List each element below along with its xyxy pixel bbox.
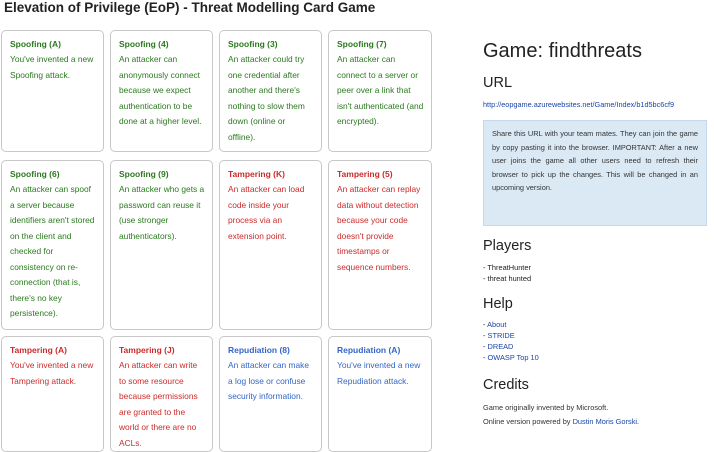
card-text: An attacker can spoof a server because identifiers aren't stored on the client and checked for consistency on re-connection (that is, there's no key persistence).: [10, 184, 95, 318]
card-text: An attacker can connect to a server or peer over a link that isn't authenticated (and encrypted).: [337, 54, 424, 126]
list-dash: -: [483, 331, 488, 340]
card-title: Spoofing (9): [119, 169, 169, 179]
card-title: Repudiation (A): [337, 345, 401, 355]
list-dash: -: [483, 320, 488, 329]
card-text: You've invented a new Repudiation attack.: [337, 360, 421, 386]
threat-card[interactable]: [1, 160, 104, 330]
help-link-owasp-top-10[interactable]: OWASP Top 10: [487, 353, 539, 362]
threat-card[interactable]: [1, 30, 104, 152]
credits-heading: Credits: [483, 377, 529, 393]
game-title: Game: findthreats: [483, 40, 642, 62]
threat-card[interactable]: [328, 30, 432, 152]
list-dash: -: [483, 342, 488, 351]
url-heading: URL: [483, 75, 513, 91]
threat-card[interactable]: [110, 30, 213, 152]
author-link[interactable]: Dustin Moris Gorski: [572, 417, 638, 426]
card-text: An attacker could try one credential after another and there's nothing to slow them down (online or offline).: [228, 54, 305, 142]
credits-suffix: .: [637, 417, 640, 426]
threat-card[interactable]: [328, 336, 432, 452]
card-text: You've invented a new Tampering attack.: [10, 360, 94, 386]
help-link-about[interactable]: About: [487, 320, 507, 329]
help-heading: Help: [483, 296, 513, 312]
game-info-panel: [481, 0, 714, 448]
card-text: An attacker can load code inside your process via an extension point.: [228, 184, 305, 241]
card-text: An attacker can anonymously connect because we expect authentication to be done at a higher level.: [119, 54, 202, 126]
threat-card[interactable]: [219, 160, 322, 330]
threat-card[interactable]: [110, 336, 213, 452]
share-note: Share this URL with your team mates. They can join the game by copy pasting it into the browser. IMPORTANT: After a new user joins the game all other users need to refresh their browser to pick up the changes. This will be changed in an upcoming version.: [483, 120, 707, 226]
card-title: Spoofing (3): [228, 39, 278, 49]
card-title: Spoofing (6): [10, 169, 60, 179]
threat-card[interactable]: [219, 30, 322, 152]
credits-prefix: Online version powered by: [483, 417, 573, 426]
players-list: [483, 262, 531, 284]
card-title: Tampering (A): [10, 345, 67, 355]
help-link-stride[interactable]: STRIDE: [487, 331, 515, 340]
game-url-link[interactable]: http://eopgame.azurewebsites.net/Game/Index/b1d5bc6cf9: [483, 100, 675, 109]
card-title: Repudiation (8): [228, 345, 290, 355]
card-title: Spoofing (7): [337, 39, 387, 49]
player-item: - threat hunted: [483, 274, 532, 283]
card-text: An attacker can make a log lose or confuse security information.: [228, 360, 309, 401]
card-title: Tampering (5): [337, 169, 393, 179]
card-text: An attacker who gets a password can reuse it (use stronger authenticators).: [119, 184, 205, 241]
players-heading: Players: [483, 238, 532, 254]
threat-card[interactable]: [219, 336, 322, 452]
card-title: Tampering (K): [228, 169, 285, 179]
card-text: An attacker can write to some resource because permissions are granted to the world or there are no ACLs.: [119, 360, 198, 448]
credits-line-1: Game originally invented by Microsoft.: [483, 403, 609, 412]
card-title: Spoofing (4): [119, 39, 169, 49]
credits-line-2: [483, 415, 639, 429]
page-title: Elevation of Privilege (EoP) - Threat Modelling Card Game: [4, 0, 376, 15]
threat-card[interactable]: [110, 160, 213, 330]
card-title: Tampering (J): [119, 345, 175, 355]
list-dash: -: [483, 353, 488, 362]
card-text: An attacker can replay data without detection because your code doesn't provide timestamps or sequence numbers.: [337, 184, 421, 272]
threat-card[interactable]: [328, 160, 432, 330]
card-text: You've invented a new Spoofing attack.: [10, 54, 94, 80]
help-list: [483, 319, 539, 363]
help-link-dread[interactable]: DREAD: [487, 342, 514, 351]
threat-card[interactable]: [1, 336, 104, 452]
card-title: Spoofing (A): [10, 39, 61, 49]
player-item: - ThreatHunter: [483, 263, 531, 272]
